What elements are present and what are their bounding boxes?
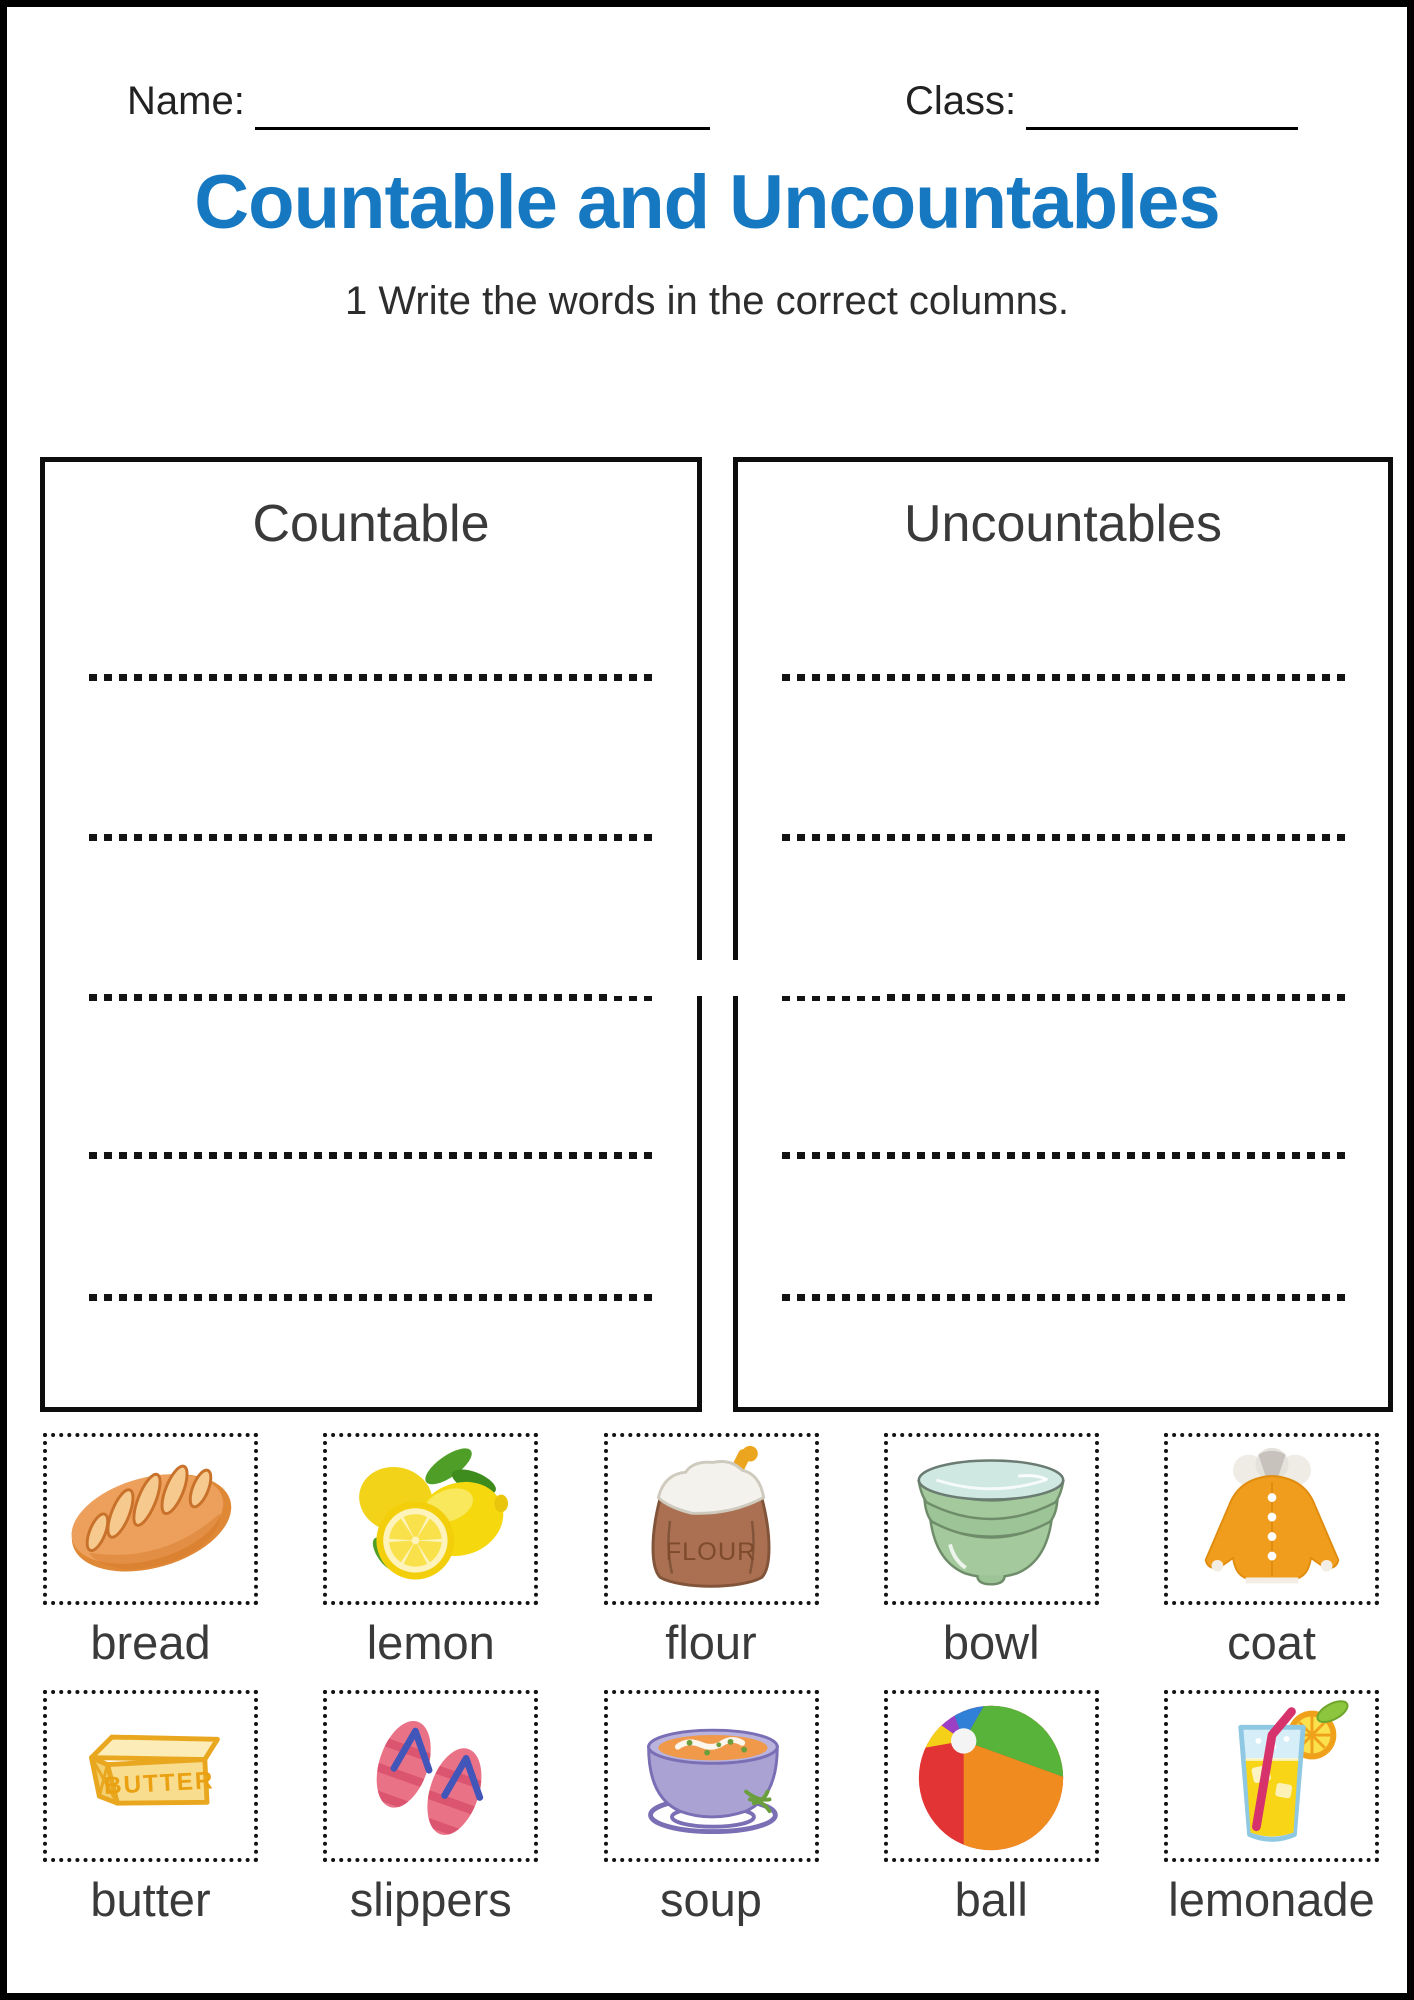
uncountables-column-title: Uncountables (904, 495, 1222, 553)
card-cell-flour (604, 1433, 819, 1669)
card-soup[interactable] (604, 1690, 819, 1862)
bread-image (52, 1441, 250, 1597)
butter-image (52, 1698, 250, 1854)
uncountables-write-line-5[interactable] (782, 1294, 1348, 1301)
card-cell-lemon (323, 1433, 538, 1669)
lemon-image (332, 1441, 530, 1597)
name-label: Name: (127, 79, 245, 123)
countable-write-line-4[interactable] (89, 1152, 657, 1159)
card-label-ball: ball (954, 1873, 1028, 1926)
uncountables-column-box (733, 457, 1393, 1412)
card-label-bowl: bowl (942, 1616, 1040, 1669)
countable-write-line-5[interactable] (89, 1294, 657, 1301)
card-label-coat: coat (1227, 1616, 1316, 1669)
countable-write-line-1[interactable] (89, 674, 657, 681)
page-title: Countable and Uncountables (194, 160, 1220, 245)
card-label-slippers: slippers (349, 1873, 512, 1926)
card-cell-bowl (884, 1433, 1099, 1669)
bowl-image (892, 1441, 1090, 1597)
card-label-soup: soup (660, 1873, 762, 1926)
cards-row-2 (43, 1690, 1379, 1926)
butter-stick-text: BUTTER (102, 1767, 215, 1801)
card-label-lemonade: lemonade (1168, 1873, 1375, 1926)
card-cell-bread (43, 1433, 258, 1669)
card-lemon[interactable] (323, 1433, 538, 1605)
lemonade-image (1173, 1698, 1371, 1854)
card-cell-soup (604, 1690, 819, 1926)
countable-column-box (40, 457, 702, 1412)
white-watermark-overlay (607, 960, 887, 996)
card-flour[interactable] (604, 1433, 819, 1605)
soup-image (612, 1698, 810, 1854)
countable-write-line-2[interactable] (89, 834, 657, 841)
card-bowl[interactable] (884, 1433, 1099, 1605)
card-cell-butter (43, 1690, 258, 1926)
name-field (127, 79, 710, 130)
card-cell-ball (884, 1690, 1099, 1926)
name-blank-line[interactable] (255, 81, 710, 130)
card-cell-slippers (323, 1690, 538, 1926)
card-coat[interactable] (1164, 1433, 1379, 1605)
card-ball[interactable] (884, 1690, 1099, 1862)
countable-column-title: Countable (252, 495, 490, 553)
class-field (905, 79, 1298, 130)
instruction-text: 1 Write the words in the correct columns. (345, 279, 1069, 323)
card-label-bread: bread (90, 1616, 211, 1669)
slippers-image (332, 1698, 530, 1854)
card-butter[interactable] (43, 1690, 258, 1862)
card-bread[interactable] (43, 1433, 258, 1605)
uncountables-write-line-2[interactable] (782, 834, 1348, 841)
card-label-flour: flour (665, 1616, 757, 1669)
uncountables-write-line-1[interactable] (782, 674, 1348, 681)
flour-image (612, 1441, 810, 1597)
countable-write-line-3[interactable] (89, 994, 657, 1001)
card-label-butter: butter (90, 1873, 211, 1926)
ball-image (892, 1698, 1090, 1854)
class-label: Class: (905, 79, 1017, 123)
card-cell-coat (1164, 1433, 1379, 1669)
flour-sack-text: FLOUR (665, 1537, 757, 1566)
card-lemonade[interactable] (1164, 1690, 1379, 1862)
card-slippers[interactable] (323, 1690, 538, 1862)
uncountables-write-line-4[interactable] (782, 1152, 1348, 1159)
coat-image (1173, 1441, 1371, 1597)
card-cell-lemonade (1164, 1690, 1379, 1926)
cards-row-1 (43, 1433, 1379, 1669)
card-label-lemon: lemon (366, 1616, 495, 1669)
class-blank-line[interactable] (1026, 81, 1298, 130)
